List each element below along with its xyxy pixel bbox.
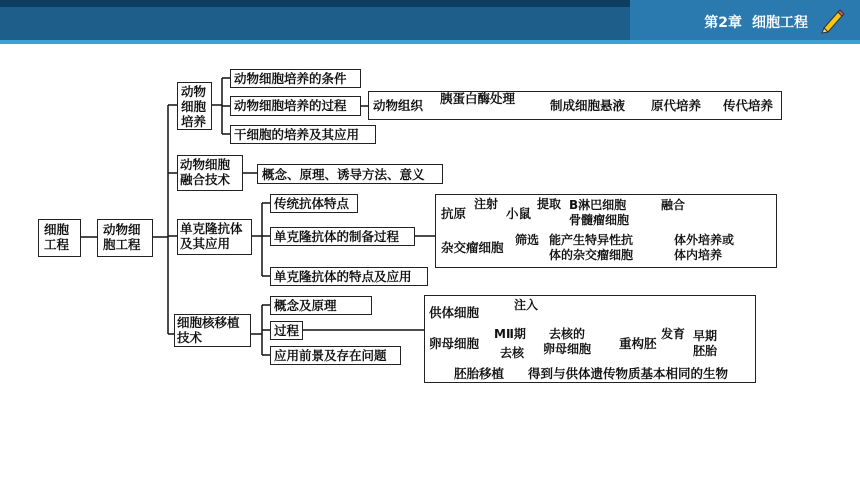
culture-method-2: 体内培养: [674, 248, 723, 262]
nt-item-concept: [270, 296, 372, 315]
fusion-label-1: 动物细胞: [180, 157, 231, 172]
donor-cell-text: 供体细胞: [429, 305, 480, 320]
myeloma-text: 骨髓瘤细胞: [569, 213, 630, 227]
cloned-organism-text: 得到与供体遗传物质基本相同的生物: [528, 366, 729, 381]
culture-item-stem-cells: [230, 125, 376, 144]
mab-item-traditional: [270, 194, 358, 213]
specific-result-2: 体的杂交瘤细胞: [549, 248, 634, 262]
nt-branch-box: [174, 314, 251, 347]
fusion-item: [257, 164, 443, 184]
cell-suspension-text: 制成细胞悬液: [550, 98, 626, 113]
enucleated-oocyte-1: 去核的: [549, 327, 586, 341]
mab-label-2: 及其应用: [180, 236, 231, 251]
subculture-text: 传代培养: [723, 98, 774, 113]
culture-start-text: 动物组织: [373, 98, 424, 113]
specific-result-1: 能产生特异性抗: [549, 233, 634, 247]
root-label-2: 工程: [44, 237, 70, 252]
mab-item-features: [270, 267, 428, 286]
chapter-label: 第2章: [704, 15, 742, 31]
screen-label: 筛选: [515, 233, 540, 247]
inject-label: 注射: [474, 197, 499, 211]
extract-label: 提取: [537, 197, 562, 211]
fuse-label: 融合: [661, 198, 686, 212]
culture-item-text: 动物细胞培养的条件: [234, 71, 347, 86]
nt-item-prospects: [270, 346, 401, 365]
early-embryo-2: 胚胎: [693, 344, 718, 358]
culture-item-process: [230, 96, 361, 116]
mab-item-text: 单克隆抗体的特点及应用: [274, 269, 412, 284]
culture-branch-box: [177, 82, 212, 130]
enucleated-oocyte-2: 卵母细胞: [543, 342, 592, 356]
animal-cell-engineering-box: [97, 219, 153, 257]
mab-branch-box: [177, 219, 252, 255]
mab-label-1: 单克隆抗体: [180, 221, 243, 236]
root-box: [38, 219, 81, 257]
section-title: 细胞工程: [752, 15, 808, 31]
root-label-1: 细胞: [44, 222, 70, 237]
trypsin-label: 胰蛋白酶处理: [440, 91, 516, 106]
mouse-text: 小鼠: [506, 206, 532, 221]
level1-label-1: 动物细: [103, 222, 141, 237]
culture-item-conditions: [230, 69, 361, 88]
antigen-text: 抗原: [441, 206, 467, 221]
reconstructed-embryo-text: 重构胚: [619, 336, 657, 351]
culture-label-3: 培养: [181, 114, 207, 129]
fusion-item-text: 概念、原理、诱导方法、意义: [262, 167, 425, 182]
culture-label-1: 动物: [181, 84, 207, 99]
level1-label-2: 胞工程: [103, 237, 141, 252]
embryo-transfer-text: 胚胎移植: [454, 366, 505, 381]
culture-label-2: 细胞: [181, 99, 207, 114]
hybridoma-text: 杂交瘤细胞: [441, 240, 504, 255]
nt-item-process: [270, 321, 303, 340]
mii-stage-label: MⅡ期: [494, 327, 526, 341]
enucleate-label: 去核: [500, 346, 525, 360]
develop-label: 发育: [661, 327, 686, 341]
inject-nucleus-label: 注入: [514, 298, 539, 312]
mab-item-text: 单克隆抗体的制备过程: [274, 229, 400, 244]
fusion-branch-box: [177, 155, 243, 191]
early-embryo-1: 早期: [693, 329, 718, 343]
culture-method-1: 体外培养或: [674, 233, 735, 247]
culture-item-text: 干细胞的培养及其应用: [234, 127, 360, 142]
nt-label-2: 技术: [177, 330, 203, 345]
bcell-text: B淋巴细胞: [569, 198, 627, 212]
primary-culture-text: 原代培养: [651, 98, 702, 113]
nt-item-text: 应用前景及存在问题: [274, 348, 387, 363]
mab-item-text: 传统抗体特点: [274, 196, 350, 211]
nt-item-text: 概念及原理: [274, 298, 337, 313]
mab-item-preparation: [270, 227, 415, 246]
nt-label-1: 细胞核移植: [177, 315, 240, 330]
culture-item-text: 动物细胞培养的过程: [234, 98, 347, 113]
fusion-label-2: 融合技术: [180, 172, 231, 187]
nt-item-text: 过程: [274, 323, 300, 338]
oocyte-text: 卵母细胞: [429, 336, 480, 351]
